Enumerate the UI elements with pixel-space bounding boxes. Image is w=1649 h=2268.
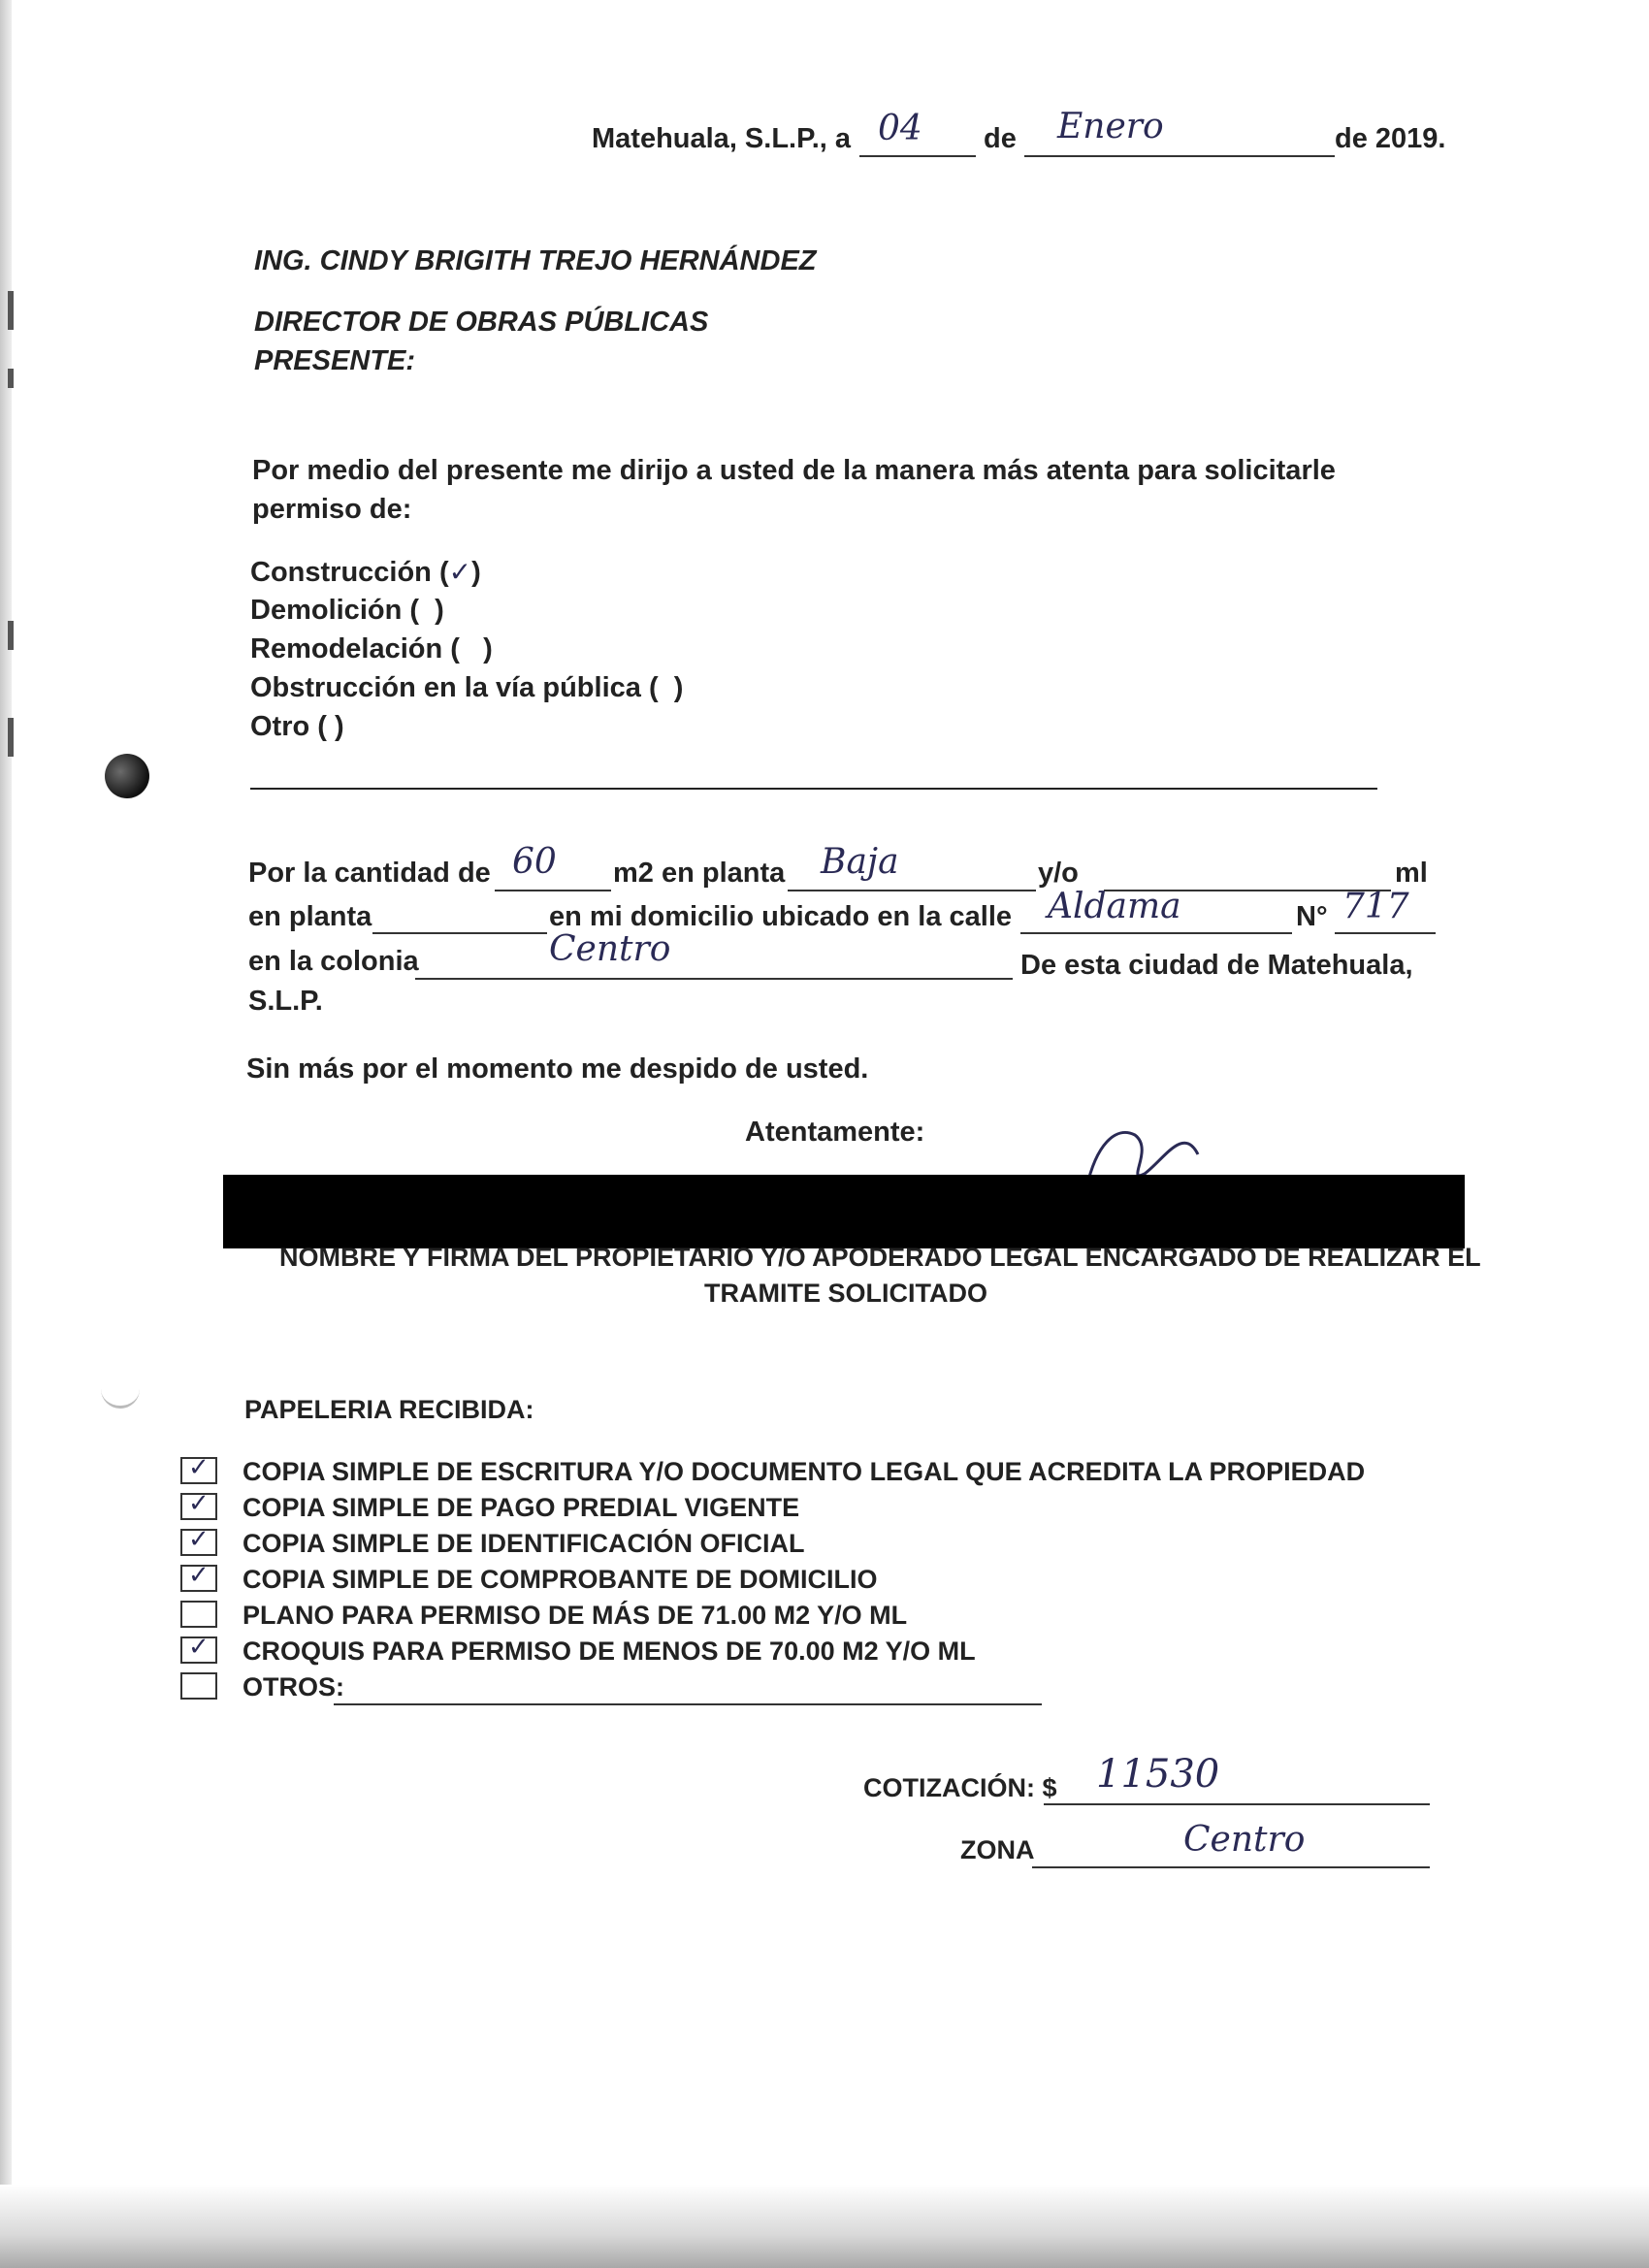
addressee-presente: PRESENTE: bbox=[254, 345, 415, 376]
check-mark-icon: ✓ bbox=[448, 556, 472, 588]
papeleria-checkbox[interactable] bbox=[180, 1672, 217, 1700]
papeleria-checkbox[interactable] bbox=[180, 1633, 217, 1664]
en-planta-underline bbox=[372, 932, 547, 934]
scan-artifact bbox=[8, 718, 14, 757]
scan-artifact bbox=[8, 369, 14, 388]
papeleria-title: PAPELERIA RECIBIDA: bbox=[244, 1395, 534, 1424]
cantidad-value: 60 bbox=[512, 842, 557, 882]
day-underline bbox=[859, 155, 976, 157]
permit-close: ) bbox=[483, 633, 493, 664]
atentamente-label: Atentamente: bbox=[745, 1117, 925, 1148]
planta-underline bbox=[788, 890, 1036, 891]
redaction-bar bbox=[223, 1175, 1465, 1248]
addressee-title: DIRECTOR DE OBRAS PÚBLICAS bbox=[254, 307, 709, 338]
papeleria-item: COPIA SIMPLE DE COMPROBANTE DE DOMICILIO bbox=[242, 1565, 878, 1594]
intro-line-2: permiso de: bbox=[252, 494, 412, 525]
papeleria-item: OTROS: bbox=[242, 1672, 344, 1701]
permit-close: ) bbox=[673, 672, 684, 703]
place-prefix: Matehuala, S.L.P., a bbox=[592, 123, 852, 154]
check-mark-icon: ✓ bbox=[188, 1453, 210, 1482]
de-label: de bbox=[984, 123, 1017, 154]
yo-label: y/o bbox=[1038, 858, 1079, 889]
zona-underline bbox=[1032, 1866, 1430, 1868]
zona-label: ZONA bbox=[960, 1835, 1035, 1864]
otros-underline bbox=[334, 1703, 1042, 1705]
permit-close: ) bbox=[471, 557, 481, 588]
year-label: de 2019. bbox=[1335, 123, 1446, 154]
numero-label: N° bbox=[1296, 901, 1328, 932]
papeleria-item: COPIA SIMPLE DE IDENTIFICACIÓN OFICIAL bbox=[242, 1529, 805, 1558]
permit-option-construccion[interactable] bbox=[250, 556, 481, 589]
permit-label: Construcción ( bbox=[250, 557, 449, 588]
permit-label: Remodelación ( bbox=[250, 633, 460, 664]
check-mark-icon: ✓ bbox=[188, 1633, 210, 1662]
cantidad-underline bbox=[495, 890, 611, 891]
check-mark-icon: ✓ bbox=[188, 1561, 210, 1590]
zona-value: Centro bbox=[1183, 1820, 1306, 1860]
papeleria-item: CROQUIS PARA PERMISO DE MENOS DE 70.00 M2 Y/O ML bbox=[242, 1636, 976, 1666]
cotizacion-underline bbox=[1044, 1803, 1430, 1805]
permit-close: ) bbox=[435, 595, 444, 626]
colonia-label: en la colonia bbox=[248, 946, 419, 977]
firma-caption-1: NOMBRE Y FIRMA DEL PROPIETARIO Y/O APODERADO LEGAL ENCARGADO DE REALIZAR EL bbox=[279, 1243, 1481, 1272]
numero-value: 717 bbox=[1342, 887, 1409, 926]
numero-underline bbox=[1335, 932, 1436, 934]
month-underline bbox=[1024, 155, 1335, 157]
papeleria-item: COPIA SIMPLE DE ESCRITURA Y/O DOCUMENTO LEGAL QUE ACREDITA LA PROPIEDAD bbox=[242, 1457, 1366, 1486]
day-value: 04 bbox=[878, 109, 922, 148]
m2-label: m2 en planta bbox=[613, 858, 786, 889]
permit-label: Obstrucción en la vía pública ( bbox=[250, 672, 659, 703]
month-value: Enero bbox=[1057, 107, 1164, 146]
cotizacion-label: COTIZACIÓN: $ bbox=[863, 1773, 1057, 1802]
planta-value: Baja bbox=[821, 842, 899, 882]
ciudad-label: De esta ciudad de Matehuala, bbox=[1020, 950, 1413, 981]
punch-hole bbox=[101, 1382, 140, 1409]
papeleria-checkbox[interactable] bbox=[180, 1453, 217, 1484]
colonia-underline bbox=[415, 978, 1013, 980]
papeleria-checkbox[interactable] bbox=[180, 1489, 217, 1520]
colonia-value: Centro bbox=[549, 929, 671, 969]
scan-shadow-bottom bbox=[0, 2185, 1649, 2268]
permit-option-demolicion[interactable] bbox=[250, 595, 444, 627]
ml-label: ml bbox=[1395, 858, 1428, 889]
papeleria-item: PLANO PARA PERMISO DE MÁS DE 71.00 M2 Y/O ML bbox=[242, 1601, 908, 1630]
check-mark-icon: ✓ bbox=[188, 1489, 210, 1518]
permit-option-obstruccion[interactable] bbox=[250, 672, 683, 704]
permit-close: ) bbox=[335, 711, 344, 742]
scan-artifact bbox=[8, 621, 14, 650]
intro-line-1: Por medio del presente me dirijo a usted de la manera más atenta para solicitarle bbox=[252, 455, 1336, 486]
permit-label: Demolición ( bbox=[250, 595, 420, 626]
calle-underline bbox=[1020, 932, 1292, 934]
scan-artifact bbox=[8, 291, 14, 330]
papeleria-checkbox[interactable] bbox=[180, 1525, 217, 1556]
section-divider bbox=[250, 788, 1377, 790]
cotizacion-value: 11530 bbox=[1096, 1752, 1220, 1797]
domicilio-label: en mi domicilio ubicado en la calle bbox=[549, 901, 1013, 932]
addressee-name: ING. CINDY BRIGITH TREJO HERNÁNDEZ bbox=[254, 245, 817, 276]
check-mark-icon: ✓ bbox=[188, 1525, 210, 1554]
papeleria-checkbox[interactable] bbox=[180, 1601, 217, 1628]
slp-label: S.L.P. bbox=[248, 986, 323, 1017]
papeleria-checkbox[interactable] bbox=[180, 1561, 217, 1592]
punch-hole bbox=[105, 754, 149, 798]
firma-caption-2: TRAMITE SOLICITADO bbox=[704, 1279, 987, 1308]
permit-option-remodelacion[interactable] bbox=[250, 633, 493, 665]
despedida-text: Sin más por el momento me despido de usted. bbox=[246, 1053, 869, 1085]
permit-label: Otro ( bbox=[250, 711, 327, 742]
cantidad-label: Por la cantidad de bbox=[248, 858, 491, 889]
en-planta-label: en planta bbox=[248, 901, 372, 932]
scan-shadow-left bbox=[0, 0, 12, 2268]
calle-value: Aldama bbox=[1048, 887, 1181, 926]
papeleria-item: COPIA SIMPLE DE PAGO PREDIAL VIGENTE bbox=[242, 1493, 800, 1522]
permit-option-otro[interactable] bbox=[250, 711, 344, 743]
